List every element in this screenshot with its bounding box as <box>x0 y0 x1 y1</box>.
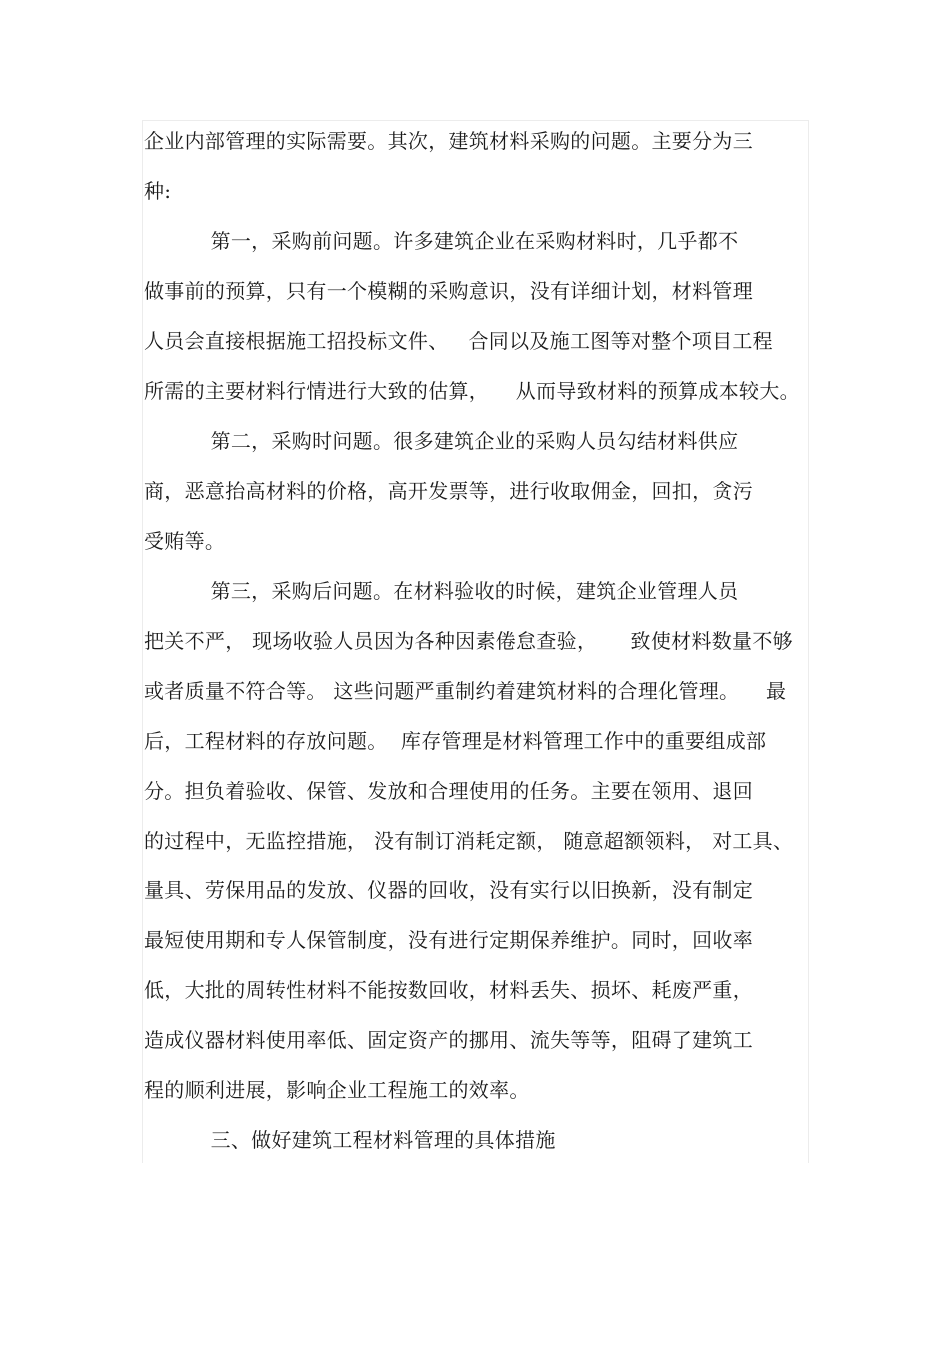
section-heading: 三、做好建筑工程材料管理的具体措施 <box>144 1128 556 1152</box>
paragraph-second-heading-line: 第二，采购时问题。很多建筑企业的采购人员勾结材料供应 <box>144 429 739 453</box>
body-line-18: 低，大批的周转性材料不能按数回收，材料丢失、损坏、耗废严重， <box>144 978 753 1002</box>
paragraph-third-heading-line: 第三，采购后问题。在材料验收的时候，建筑企业管理人员 <box>144 579 739 603</box>
body-line-9: 受贿等。 <box>144 529 226 553</box>
body-line-5: 人员会直接根据施工招投标文件、 合同以及施工图等对整个项目工程 <box>144 329 773 353</box>
body-line-16: 量具、劳保用品的发放、仪器的回收，没有实行以旧换新，没有制定 <box>144 878 753 902</box>
body-line-19: 造成仪器材料使用率低、固定资产的挪用、流失等等，阻碍了建筑工 <box>144 1028 753 1052</box>
body-line-13: 后，工程材料的存放问题。 库存管理是材料管理工作中的重要组成部 <box>144 729 767 753</box>
body-line-20: 程的顺利进展，影响企业工程施工的效率。 <box>144 1078 530 1102</box>
body-line-12: 或者质量不符合等。 这些问题严重制约着建筑材料的合理化管理。 最 <box>144 679 787 703</box>
body-line-4: 做事前的预算，只有一个模糊的采购意识，没有详细计划，材料管理 <box>144 279 753 303</box>
paragraph-first-heading-line: 第一，采购前问题。许多建筑企业在采购材料时，几乎都不 <box>144 229 739 253</box>
body-line-14: 分。担负着验收、保管、发放和合理使用的任务。主要在领用、退回 <box>144 779 753 803</box>
body-line-6: 所需的主要材料行情进行大致的估算， 从而导致材料的预算成本较大。 <box>144 379 800 403</box>
body-line-1: 企业内部管理的实际需要。其次，建筑材料采购的问题。主要分为三 <box>144 129 753 153</box>
body-line-15: 的过程中，无监控措施， 没有制订消耗定额， 随意超额领料， 对工具、 <box>144 829 794 853</box>
body-line-11: 把关不严， 现场收验人员因为各种因素倦怠查验， 致使材料数量不够 <box>144 629 793 653</box>
body-line-2: 种: <box>144 179 172 203</box>
body-line-8: 商，恶意抬高材料的价格，高开发票等，进行收取佣金，回扣，贪污 <box>144 479 753 503</box>
body-line-17: 最短使用期和专人保管制度，没有进行定期保养维护。同时，回收率 <box>144 928 753 952</box>
